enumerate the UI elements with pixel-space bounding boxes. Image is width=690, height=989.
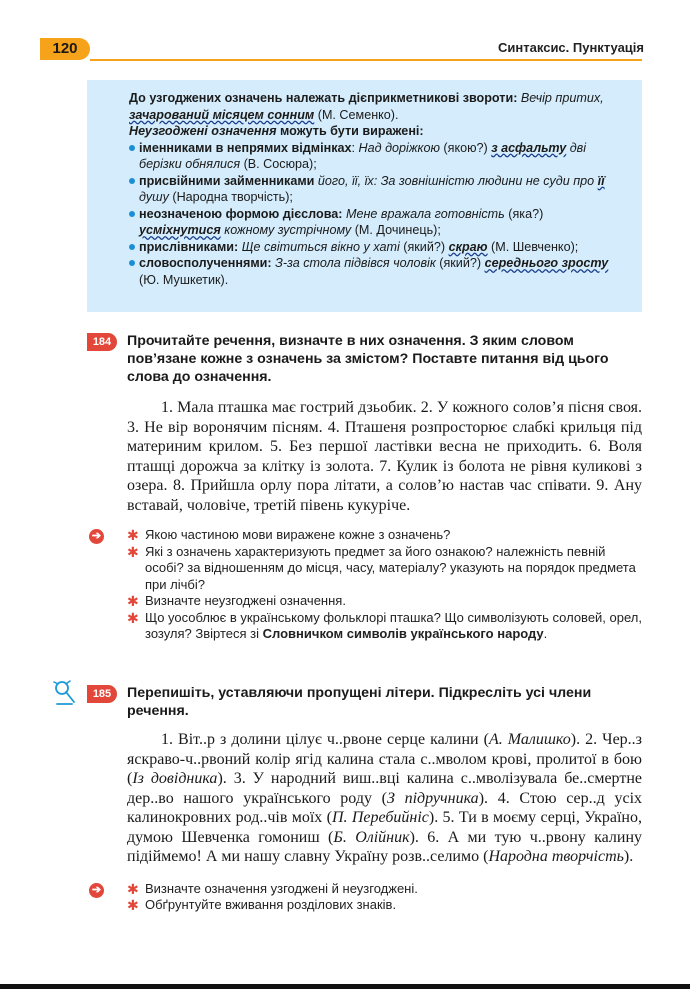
bullet-icon [129,244,135,250]
asterisk-icon: ✱ [127,543,139,560]
rule-item: неозначеною формою дієслова: Мене вражала готовність (яка?) усміхнутися кожному зустрічному (М. Дочинець); [129,206,624,239]
rule-non-agreed [129,123,624,140]
rule-intro-source: (М. Семенко). [314,107,399,122]
exercise-185-text: 1. Віт..р з долини цілує ч..рвоне серце калини (А. Малишко). 2. Чер..з яскраво-ч..рвоний колір ягід калина стала с..мволом крові, пролитої в бою (Із довідника). 3. У народний виш..вці калина с..мволізувала бе..смертне дер..во нашого українського роду (З підручника). 4. Стою сер..д усіх калинокровних род..чів моїх (П. Перебийніс). 5. Ти в моєму серці, Україно, думою Шевченка гомониш (Б. Олійник). 6. А ми тую ч..рвону калину підіймемо! А ми нашу славну Україну розв..селимо (Народна творчість). [127,731,643,865]
rule-box [87,80,642,312]
exercise-184-title: Прочитайте речення, визначте в них означення. З яким словом пов’язане кожне з означень за змістом? Поставте питання від цього слова до означення. [127,333,609,385]
rule-non-agreed-rest: можуть бути виражені: [276,124,424,138]
questions-list [127,881,642,914]
question-item: ✱ Обґрунтуйте вживання розділових знаків. [127,897,397,913]
exercise-184-text: 1. Мала пташка має гострий дзьобик. 2. У кожного солов’я пісня своя. 3. Не вір воронячим пісням. 4. Пташеня розпросторює слабкі крильця під материним крилом. 5. Без першої ластівки весна не приходить. 6. Воля пташці дорожча за клітку із золота. 7. Кулик із болота не рівня куликові з озера. 8. Прийшла орлу пора літати, а солов’ю настав час співати. 9. Ану вставай, чоловіче, третій півень кукуріче. [127,399,642,514]
asterisk-icon: ✱ [127,527,139,543]
question-item: ✱ Що уособлює в українському фольклорі пташка? Що символізують соловей, орел, зозуля? Звіртеся зі Словничком символів українського народу. [127,609,642,641]
rule-items-list [129,140,624,289]
exercise-184 [87,332,642,643]
rule-non-agreed-heading: Неузгоджені означення [129,124,277,138]
bullet-icon [129,178,135,184]
question-item: ✱ Визначте неузгоджені означення. [127,593,346,609]
exercise-number-185: 185 [87,685,117,703]
bottom-rule [0,984,690,989]
bullet-icon [129,260,135,266]
exercise-number-184: 184 [87,333,117,351]
question-item: ✱ Визначте означення узгоджені й неузгоджені. [127,880,418,897]
exercise-185-questions [87,881,642,914]
rule-intro-example: Вечір притих, [517,91,604,105]
header-rule [90,59,642,61]
question-item: ✱ Якою частиною мови виражене кожне з означень? [127,527,451,543]
arrow-right-icon: ➔ [89,883,104,898]
exercise-184-questions [87,527,642,643]
exercise-185-title: Перепишіть, уставляючи пропущені літери. Підкресліть усі члени речення. [127,685,592,719]
questions-list [127,527,642,643]
rule-intro [129,90,624,123]
asterisk-icon: ✱ [127,609,139,626]
exercise-185 [87,684,642,914]
asterisk-icon: ✱ [127,897,139,913]
rule-item: присвійними займенниками його, її, їх: За зовнішністю людини не суди про її душу (Народна творчість); [129,173,624,206]
pen-icon [52,680,78,708]
rule-item: іменниками в непрямих відмінках: Над доріжкою (якою?) з асфальту дві берізки обнялися (В. Сосюра); [129,140,624,173]
running-title: Синтаксис. Пунктуація [498,40,644,55]
rule-intro-bold: До узгоджених означень належать дієприкметникові звороти: [129,91,518,105]
question-item: ✱ Які з означень характеризують предмет за його ознакою? належність певній особі? за відношенням до місця, часу, матеріалу? указують на порядок предмета при лічбі? [127,543,636,592]
rule-item: словосполученнями: З-за стола підвівся чоловік (який?) середнього зросту (Ю. Мушкетик). [129,255,624,288]
bullet-icon [129,145,135,151]
rule-intro-underlined: зачарований місяцем сонним [129,107,315,122]
rule-item: прислівниками: Ще світиться вікно у хаті (який?) скраю (М. Шевченко); [129,239,624,256]
asterisk-icon: ✱ [127,880,139,897]
arrow-right-icon: ➔ [89,529,104,544]
bullet-icon [129,211,135,217]
asterisk-icon: ✱ [127,593,139,609]
page-number: 120 [40,38,90,60]
